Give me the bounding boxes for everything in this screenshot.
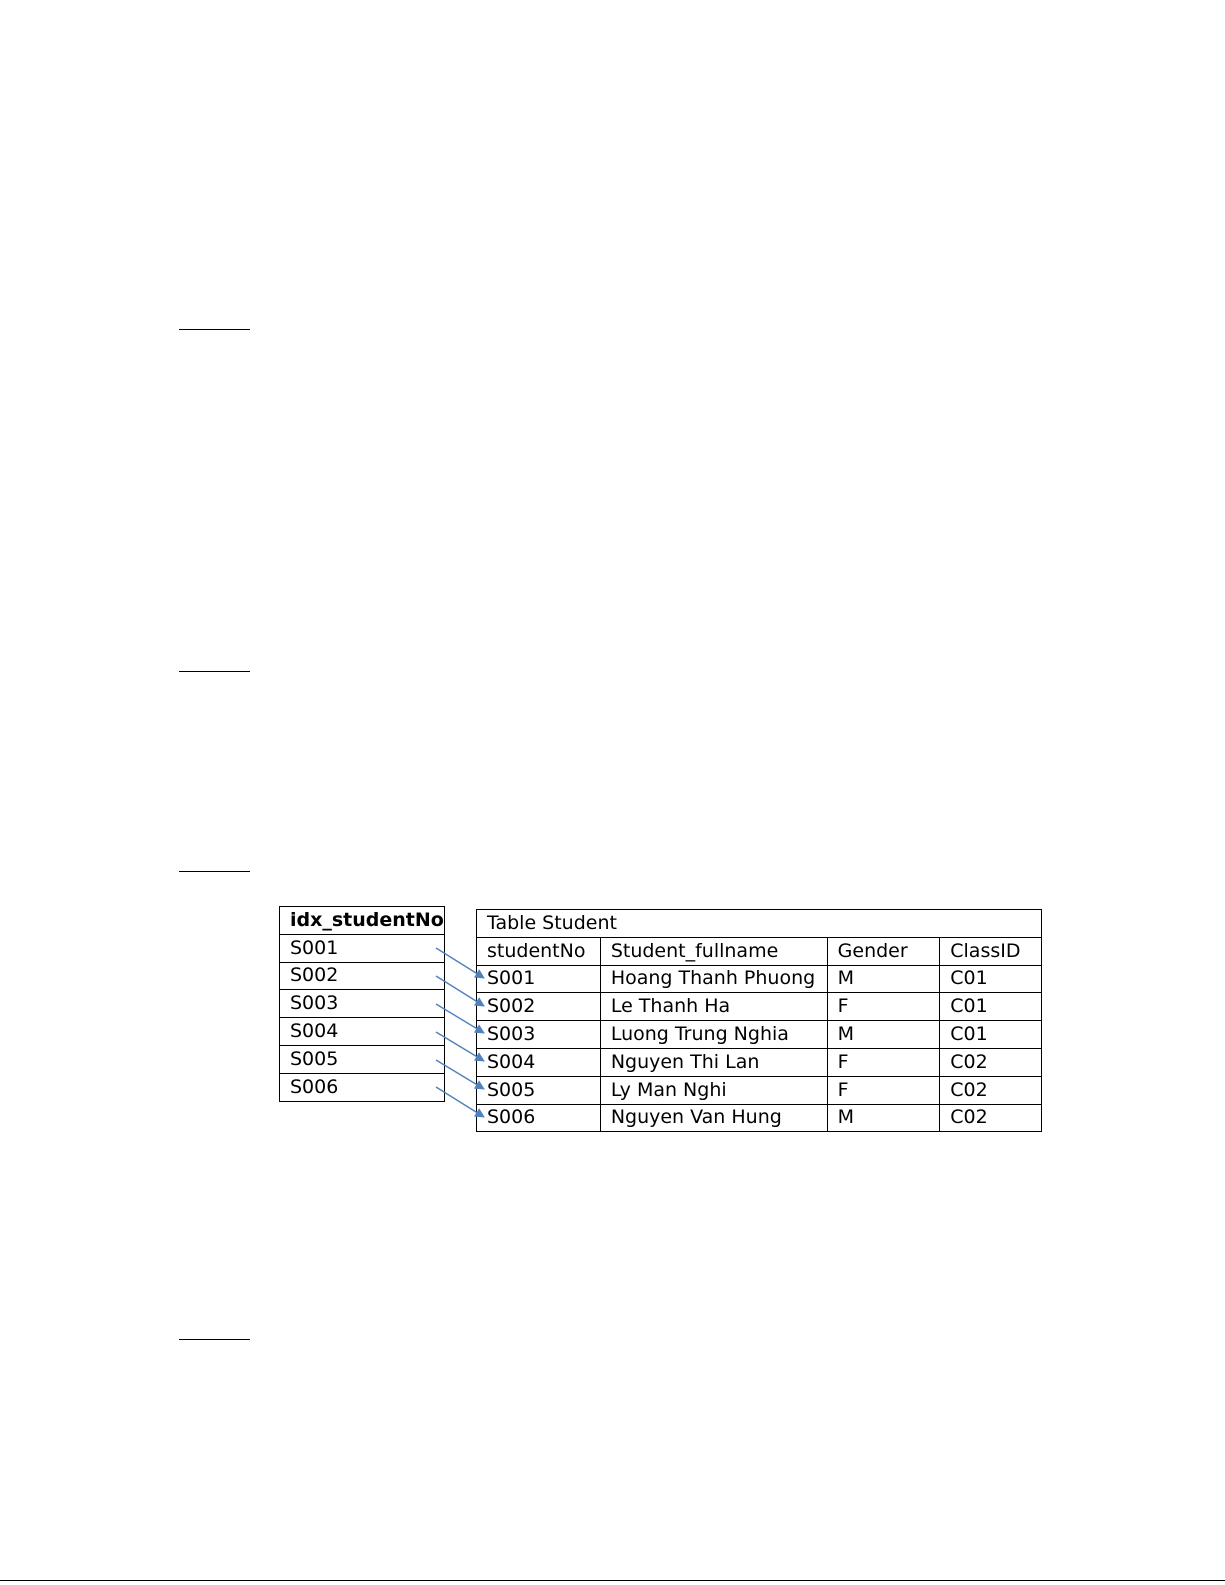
student-table-header-row [477, 937, 1042, 965]
student-no-cell: S004 [477, 1048, 601, 1076]
index-row [280, 1045, 445, 1073]
student-table-title-row [477, 910, 1042, 938]
student-no-cell: S005 [477, 1076, 601, 1104]
column-header: Student_fullname [600, 937, 827, 965]
fullname-cell: Nguyen Van Hung [600, 1104, 827, 1132]
class-id-cell: C02 [940, 1076, 1042, 1104]
page-bottom-rule [0, 1580, 1225, 1581]
student-no-cell: S001 [477, 965, 601, 993]
table-row [477, 1048, 1042, 1076]
fullname-cell: Luong Trung Nghia [600, 1021, 827, 1049]
index-key: S002 [280, 962, 445, 990]
table-row [477, 1076, 1042, 1104]
table-row [477, 1021, 1042, 1049]
section-rule-2 [179, 671, 250, 672]
gender-cell: M [827, 1021, 940, 1049]
gender-cell: F [827, 993, 940, 1021]
student-no-cell: S002 [477, 993, 601, 1021]
index-header-row [280, 907, 445, 935]
student-table-title: Table Student [477, 910, 1042, 938]
student-no-cell: S003 [477, 1021, 601, 1049]
class-id-cell: C01 [940, 965, 1042, 993]
column-header: ClassID [940, 937, 1042, 965]
index-key: S005 [280, 1045, 445, 1073]
gender-cell: F [827, 1076, 940, 1104]
section-rule-1 [179, 329, 250, 330]
fullname-cell: Nguyen Thi Lan [600, 1048, 827, 1076]
index-name: idx_studentNo [280, 907, 445, 935]
index-key: S001 [280, 934, 445, 962]
gender-cell: M [827, 1104, 940, 1132]
section-rule-4 [179, 1339, 250, 1340]
class-id-cell: C02 [940, 1048, 1042, 1076]
index-row [280, 990, 445, 1018]
table-row [477, 993, 1042, 1021]
index-key: S004 [280, 1018, 445, 1046]
index-row [280, 1018, 445, 1046]
index-row [280, 962, 445, 990]
index-table [279, 906, 445, 1102]
fullname-cell: Le Thanh Ha [600, 993, 827, 1021]
index-key: S003 [280, 990, 445, 1018]
gender-cell: M [827, 965, 940, 993]
fullname-cell: Ly Man Nghi [600, 1076, 827, 1104]
class-id-cell: C01 [940, 993, 1042, 1021]
gender-cell: F [827, 1048, 940, 1076]
section-rule-3 [179, 871, 250, 872]
table-row [477, 1104, 1042, 1132]
index-row [280, 1073, 445, 1101]
student-table [476, 909, 1042, 1132]
table-row [477, 965, 1042, 993]
class-id-cell: C01 [940, 1021, 1042, 1049]
column-header: studentNo [477, 937, 601, 965]
class-id-cell: C02 [940, 1104, 1042, 1132]
index-key: S006 [280, 1073, 445, 1101]
index-row [280, 934, 445, 962]
column-header: Gender [827, 937, 940, 965]
student-no-cell: S006 [477, 1104, 601, 1132]
fullname-cell: Hoang Thanh Phuong [600, 965, 827, 993]
